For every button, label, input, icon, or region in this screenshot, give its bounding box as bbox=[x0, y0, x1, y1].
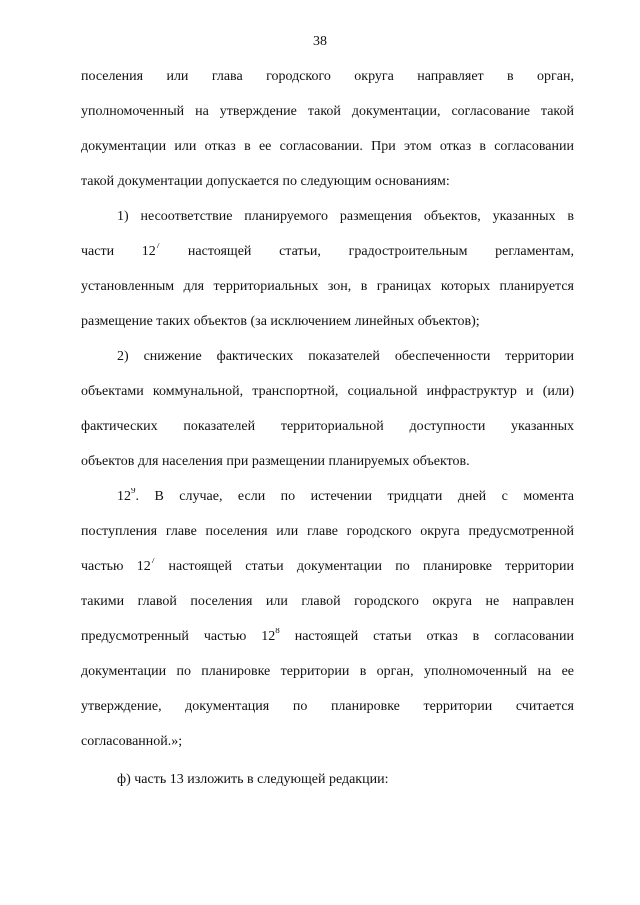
text-line: объектов для населения при размещении планируемых объектов. bbox=[81, 454, 470, 469]
text-line: частью $12^7$ настоящей статьи документации по планировке территории bbox=[81, 558, 574, 574]
text-line: уполномоченный на утверждение такой документации, согласование такой bbox=[81, 104, 574, 119]
list-item-2-first-line: 2) снижение фактических показателей обеспеченности территории bbox=[117, 349, 574, 364]
text-line: такими главой поселения или главой городского округа не направлен bbox=[81, 594, 574, 609]
text-line: документации или отказ в ее согласовании. При этом отказ в согласовании bbox=[81, 139, 574, 154]
clause-f-line: ф) часть 13 изложить в следующей редакции: bbox=[117, 772, 389, 787]
paragraph-12-9-first-line: $12^9$. В случае, если по истечении тридцати дней с момента bbox=[117, 488, 574, 504]
text-line: фактических показателей территориальной доступности указанных bbox=[81, 419, 574, 434]
text-line: предусмотренный частью $12^8$ настоящей статьи отказ в согласовании bbox=[81, 628, 574, 644]
text-line: утверждение, документация по планировке территории считается bbox=[81, 699, 574, 714]
page-number: 38 bbox=[313, 34, 327, 49]
text-line: документации по планировке территории в орган, уполномоченный на ее bbox=[81, 664, 574, 679]
text-line: части $12^7$ настоящей статьи, градостроительным регламентам, bbox=[81, 243, 574, 259]
text-line: размещение таких объектов (за исключением линейных объектов); bbox=[81, 314, 480, 329]
text-line: согласованной.»; bbox=[81, 734, 183, 749]
text-line: поступления главе поселения или главе городского округа предусмотренной bbox=[81, 524, 574, 539]
text-line: поселения или глава городского округа направляет в орган, bbox=[81, 69, 574, 84]
text-line: объектами коммунальной, транспортной, социальной инфраструктур и (или) bbox=[81, 384, 574, 399]
text-line: такой документации допускается по следующим основаниям: bbox=[81, 174, 450, 189]
list-item-1-first-line: 1) несоответствие планируемого размещения объектов, указанных в bbox=[117, 209, 574, 224]
text-line: установленным для территориальных зон, в границах которых планируется bbox=[81, 279, 574, 294]
